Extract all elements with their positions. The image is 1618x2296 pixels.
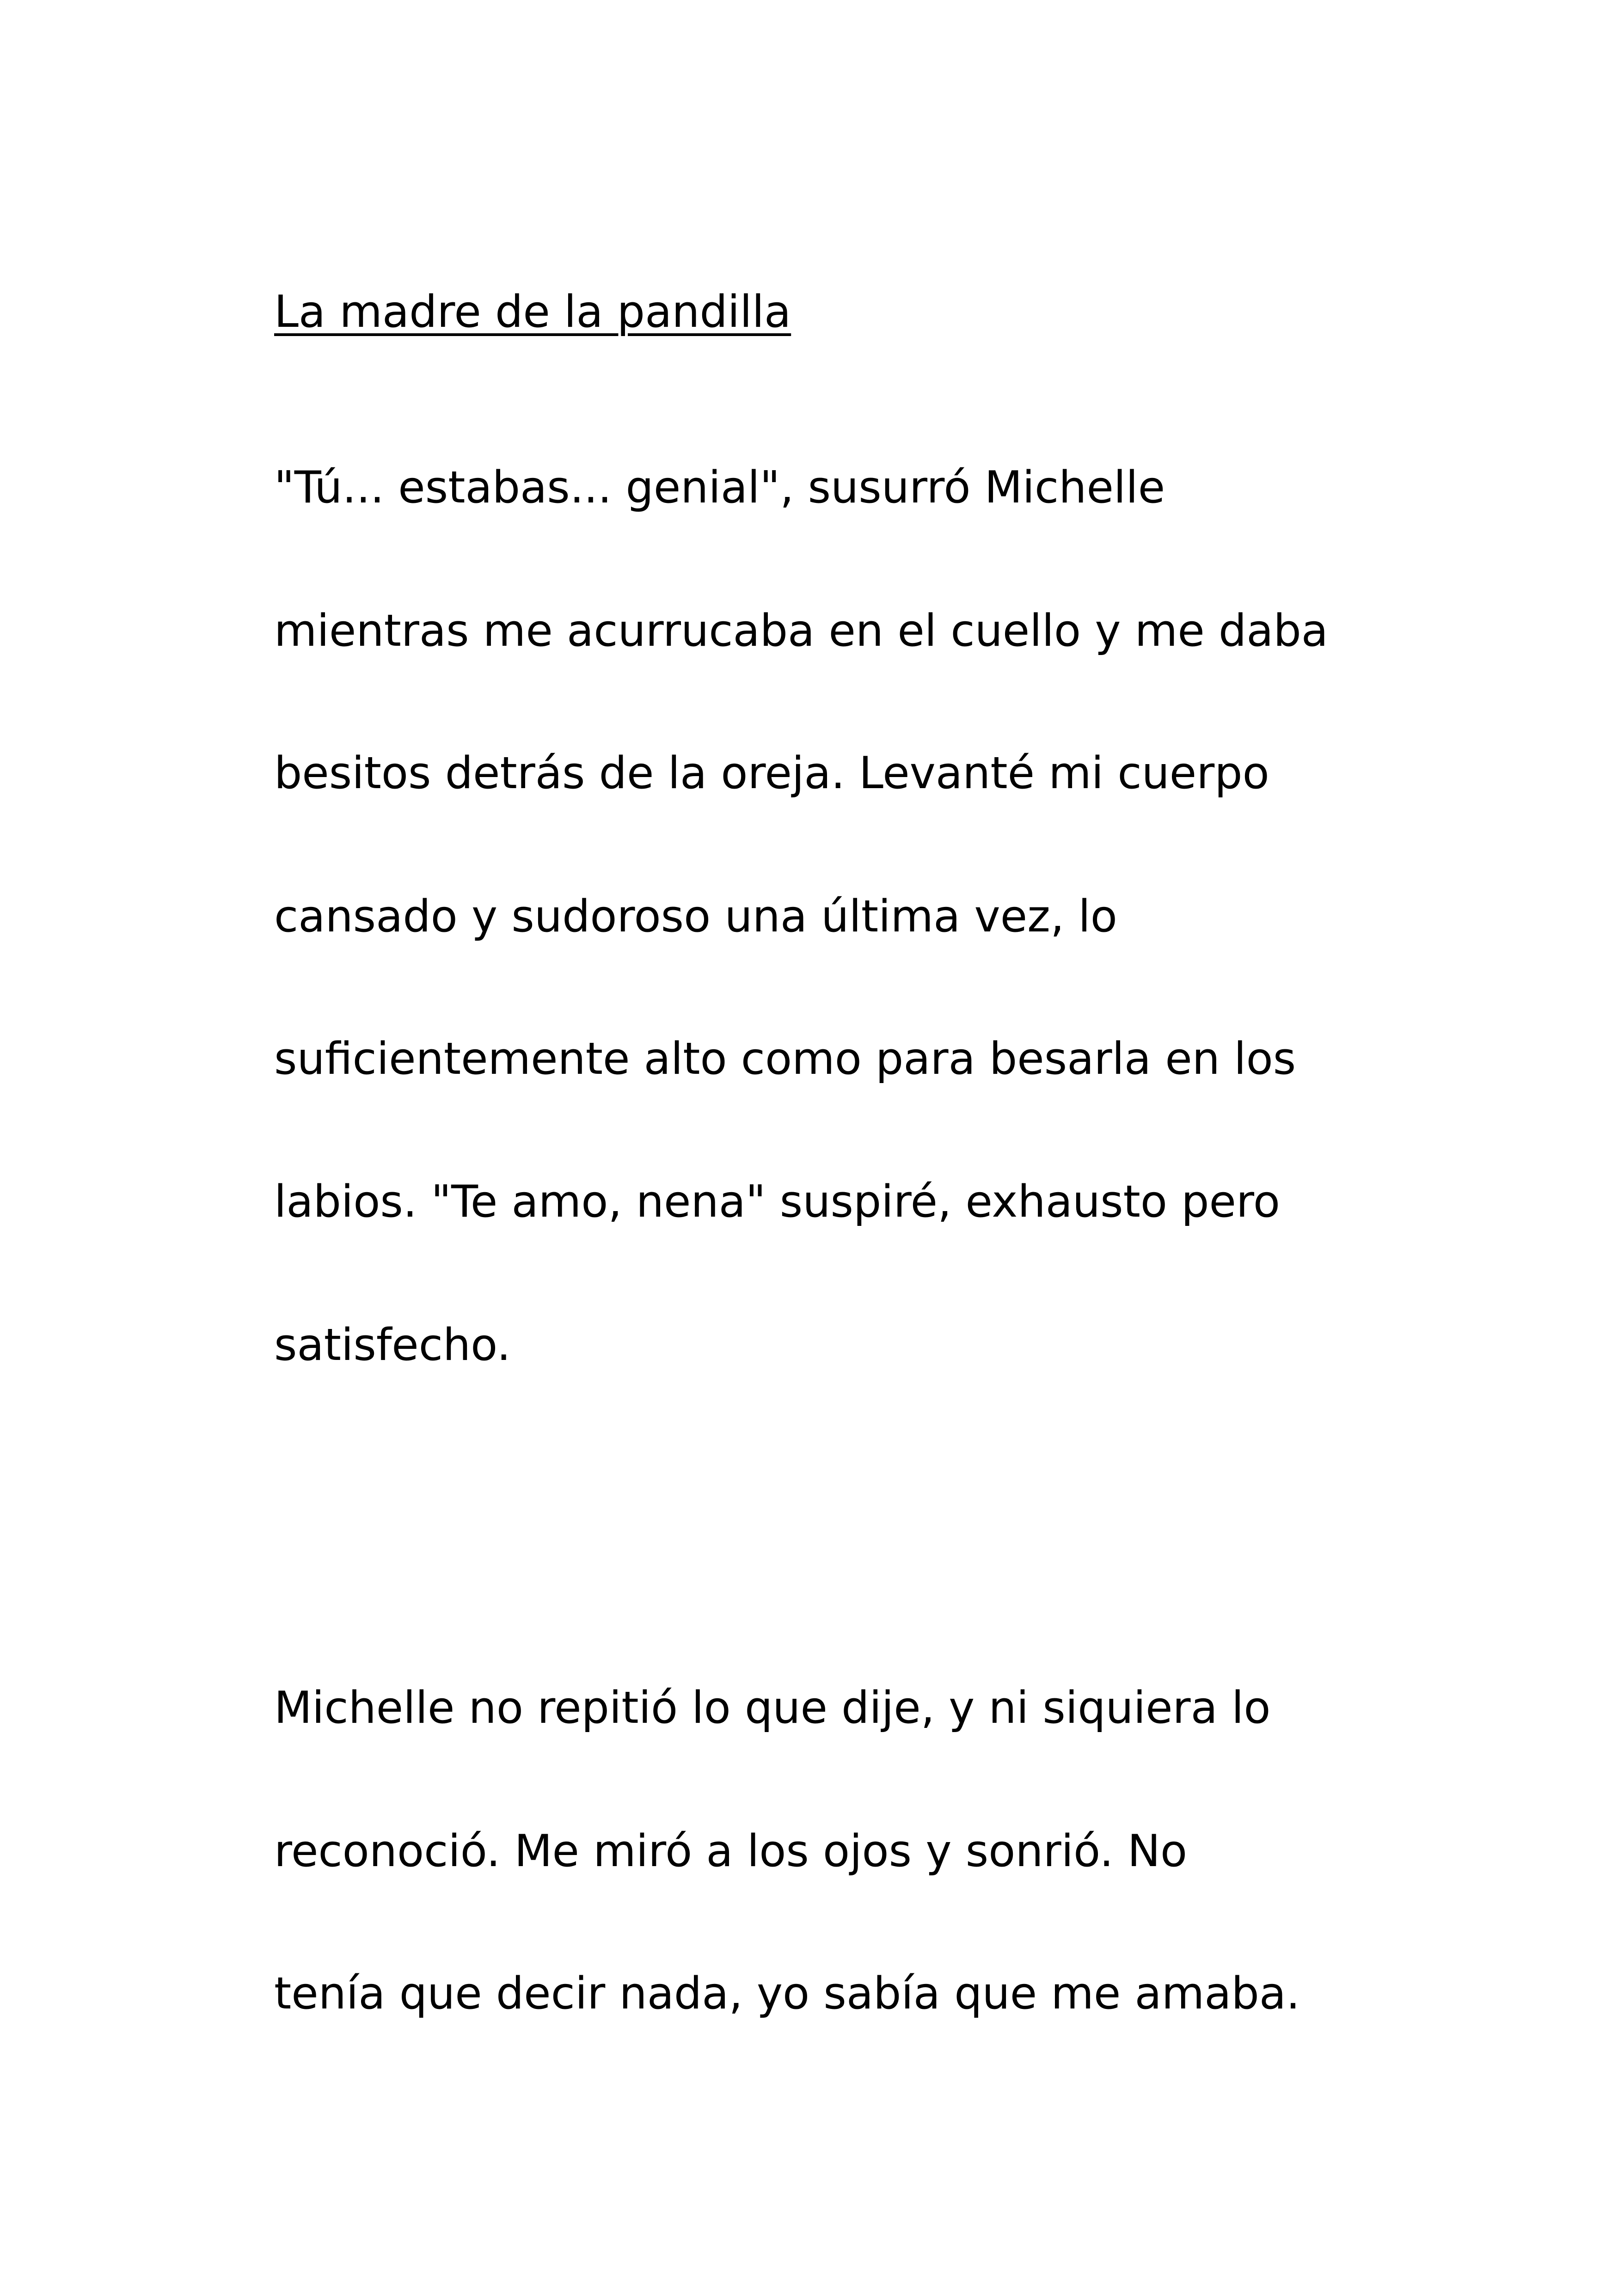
paragraph-1-line-1: "Tú... estabas... genial", susurró Michelle	[274, 462, 1165, 513]
paragraph-1-line-5: suficientemente alto como para besarla en los	[274, 1034, 1296, 1084]
paragraph-1-line-6: labios. "Te amo, nena" suspiré, exhausto pero	[274, 1176, 1281, 1227]
paragraph-2-line-2: reconoció. Me miró a los ojos y sonrió. No	[274, 1826, 1188, 1877]
document-title: La madre de la pandilla	[274, 287, 791, 337]
paragraph-1-line-4: cansado y sudoroso una última vez, lo	[274, 891, 1117, 942]
paragraph-2-line-1: Michelle no repitió lo que dije, y ni siquiera lo	[274, 1683, 1271, 1733]
paragraph-1-line-2: mientras me acurrucaba en el cuello y me daba	[274, 606, 1328, 656]
paragraph-1-line-7: satisfecho.	[274, 1320, 511, 1371]
paragraph-1-line-3: besitos detrás de la oreja. Levanté mi cuerpo	[274, 748, 1269, 799]
paragraph-2-line-3: tenía que decir nada, yo sabía que me amaba.	[274, 1968, 1300, 2019]
